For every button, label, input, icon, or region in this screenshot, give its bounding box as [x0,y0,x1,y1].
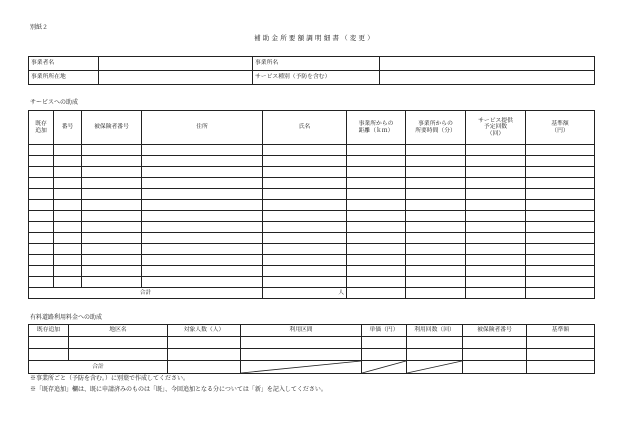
service-cell[interactable] [466,277,526,288]
service-cell[interactable] [347,222,406,233]
header-base-amount: 基準額 （円） [526,111,595,145]
service-cell[interactable] [142,277,263,288]
service-cell[interactable] [406,233,466,244]
toll-cell[interactable] [463,349,527,361]
toll-total-target [168,361,241,374]
service-row [29,211,595,222]
service-total-label: 合計 [29,288,263,299]
service-cell[interactable] [29,200,54,211]
toll-header-insured-number: 被保険者番号 [463,325,527,337]
service-cell[interactable] [406,145,466,156]
service-total-amount [526,288,595,299]
service-cell[interactable] [82,222,142,233]
service-cell[interactable] [29,222,54,233]
service-cell[interactable] [263,244,347,255]
service-cell[interactable] [82,277,142,288]
toll-cell[interactable] [168,337,241,349]
service-cell[interactable] [347,233,406,244]
service-cell[interactable] [406,211,466,222]
service-cell[interactable] [263,266,347,277]
toll-header-unit-price: 単価（円） [362,325,407,337]
service-cell[interactable] [263,211,347,222]
toll-cell[interactable] [241,337,362,349]
service-cell[interactable] [263,255,347,266]
service-cell[interactable] [406,200,466,211]
service-cell[interactable] [82,255,142,266]
service-total-persons: 人 [263,288,347,299]
service-cell[interactable] [142,222,263,233]
toll-total-amount [527,361,595,374]
service-cell[interactable] [82,233,142,244]
service-cell[interactable] [466,222,526,233]
toll-cell[interactable] [69,337,168,349]
service-cell[interactable] [54,200,82,211]
service-cell[interactable] [54,222,82,233]
service-cell[interactable] [142,244,263,255]
service-row [29,178,595,189]
service-row [29,200,595,211]
service-cell[interactable] [29,211,54,222]
service-cell[interactable] [347,255,406,266]
toll-header-target-count: 対象人数（人） [168,325,241,337]
office-name-field[interactable] [380,57,595,71]
service-cell[interactable] [29,145,54,156]
service-cell[interactable] [466,178,526,189]
service-cell[interactable] [466,189,526,200]
toll-cell[interactable] [241,349,362,361]
service-cell[interactable] [29,266,54,277]
service-cell[interactable] [82,189,142,200]
service-cell[interactable] [406,255,466,266]
service-cell[interactable] [466,156,526,167]
service-type-field[interactable] [380,71,595,85]
service-cell[interactable] [526,178,595,189]
service-cell[interactable] [142,233,263,244]
toll-cell[interactable] [407,337,463,349]
service-cell[interactable] [347,178,406,189]
service-cell[interactable] [263,189,347,200]
office-address-label: 事業所所在地 [29,71,99,85]
service-cell[interactable] [406,189,466,200]
service-cell[interactable] [29,244,54,255]
toll-total-usage-count-slash [407,361,463,374]
toll-cell[interactable] [362,337,407,349]
service-cell[interactable] [54,145,82,156]
service-cell[interactable] [29,167,54,178]
service-cell[interactable] [347,244,406,255]
header-time: 事業所からの 所要時間（分） [406,111,466,145]
service-cell[interactable] [29,255,54,266]
service-cell[interactable] [142,255,263,266]
business-name-label: 事業者名 [29,57,99,71]
service-cell[interactable] [347,156,406,167]
service-cell[interactable] [347,167,406,178]
service-cell[interactable] [263,233,347,244]
service-cell[interactable] [406,178,466,189]
service-cell[interactable] [54,255,82,266]
toll-section-heading: 有料道路利用料金への助成 [30,314,103,321]
service-cell[interactable] [54,211,82,222]
header-distance: 事業所からの 距離（ｋｍ） [347,111,406,145]
service-cell[interactable] [347,266,406,277]
service-type-label: サービス種別（予防を含む） [253,71,380,85]
service-cell[interactable] [29,156,54,167]
service-cell[interactable] [526,266,595,277]
toll-cell[interactable] [527,349,595,361]
service-section-heading: サービスへの助成 [30,99,79,106]
service-cell[interactable] [347,277,406,288]
service-cell[interactable] [526,211,595,222]
service-cell[interactable] [142,145,263,156]
service-cell[interactable] [29,233,54,244]
service-cell[interactable] [142,156,263,167]
service-cell[interactable] [406,277,466,288]
service-cell[interactable] [263,167,347,178]
service-cell[interactable] [82,244,142,255]
service-total-time [406,288,466,299]
service-cell[interactable] [82,211,142,222]
service-cell[interactable] [54,156,82,167]
office-name-label: 事業所名 [253,57,380,71]
toll-header-area-name: 地区名 [69,325,168,337]
toll-total-usage-section-slash [241,361,362,374]
toll-total-label: 合計 [29,361,168,374]
note-1: ※事業所ごと（予防を含む。）に別葉で作成してください。 [30,375,190,382]
service-cell[interactable] [263,277,347,288]
toll-cell[interactable] [168,349,241,361]
service-row [29,277,595,288]
service-cell[interactable] [29,178,54,189]
service-cell[interactable] [54,266,82,277]
service-row [29,222,595,233]
service-cell[interactable] [526,156,595,167]
header-number: 番号 [54,111,82,145]
service-cell[interactable] [526,277,595,288]
service-cell[interactable] [526,200,595,211]
toll-header-base-amount: 基準額 [527,325,595,337]
service-cell[interactable] [347,145,406,156]
service-cell[interactable] [466,255,526,266]
toll-cell[interactable] [407,349,463,361]
service-cell[interactable] [82,145,142,156]
service-cell[interactable] [54,244,82,255]
service-cell[interactable] [466,200,526,211]
service-cell[interactable] [54,178,82,189]
service-cell[interactable] [347,200,406,211]
service-cell[interactable] [142,266,263,277]
service-cell[interactable] [54,277,82,288]
service-cell[interactable] [263,178,347,189]
office-address-field[interactable] [99,71,253,85]
header-address: 住所 [142,111,263,145]
service-cell[interactable] [142,211,263,222]
toll-header-existing-add: 既存追加 [29,325,69,337]
service-cell[interactable] [466,167,526,178]
toll-cell[interactable] [29,349,69,361]
service-cell[interactable] [406,167,466,178]
service-cell[interactable] [466,211,526,222]
service-row [29,266,595,277]
service-cell[interactable] [82,200,142,211]
service-row [29,167,595,178]
service-row [29,145,595,156]
service-total-count [466,288,526,299]
note-2: ※「既存追加」欄は、既に申請済みのものは「既」、今回追加となる分については「新」を記入してください。 [30,386,327,393]
service-cell[interactable] [263,200,347,211]
toll-total-unit-price-slash [362,361,407,374]
service-cell[interactable] [142,200,263,211]
service-cell[interactable] [406,244,466,255]
service-row [29,233,595,244]
service-total-distance [347,288,406,299]
toll-header-usage-section: 利用区間 [241,325,362,337]
service-cell[interactable] [263,156,347,167]
service-cell[interactable] [82,156,142,167]
service-cell[interactable] [29,277,54,288]
service-cell[interactable] [466,266,526,277]
service-cell[interactable] [142,189,263,200]
service-cell[interactable] [347,211,406,222]
header-name: 氏名 [263,111,347,145]
service-cell[interactable] [526,255,595,266]
business-name-field[interactable] [99,57,253,71]
service-cell[interactable] [526,244,595,255]
service-cell[interactable] [406,266,466,277]
service-cell[interactable] [406,222,466,233]
service-cell[interactable] [406,156,466,167]
attachment-label: 別紙２ [30,24,49,31]
toll-cell[interactable] [69,349,168,361]
toll-cell[interactable] [362,349,407,361]
service-cell[interactable] [347,189,406,200]
service-cell[interactable] [82,266,142,277]
toll-cell[interactable] [463,337,527,349]
service-row [29,244,595,255]
service-cell[interactable] [82,178,142,189]
service-cell[interactable] [54,167,82,178]
service-cell[interactable] [54,189,82,200]
service-cell[interactable] [526,167,595,178]
header-existing-add: 既存 追加 [29,111,54,145]
toll-table [28,324,595,374]
service-row [29,255,595,266]
service-cell[interactable] [82,167,142,178]
toll-total-insured [463,361,527,374]
header-insured-number: 被保険者番号 [82,111,142,145]
service-row [29,156,595,167]
service-cell[interactable] [526,145,595,156]
page-title: 補助金所要額調明細書（変更） [254,34,376,42]
service-cell[interactable] [142,167,263,178]
service-cell[interactable] [526,189,595,200]
toll-cell[interactable] [29,337,69,349]
service-cell[interactable] [263,222,347,233]
header-planned-count: サービス提供 予定回数 （回） [466,111,526,145]
service-row [29,189,595,200]
service-cell[interactable] [466,145,526,156]
service-cell[interactable] [54,233,82,244]
service-cell[interactable] [466,233,526,244]
service-table [28,110,595,299]
toll-cell[interactable] [527,337,595,349]
service-cell[interactable] [526,222,595,233]
service-cell[interactable] [142,178,263,189]
service-cell[interactable] [466,244,526,255]
service-cell[interactable] [526,233,595,244]
info-table [28,56,595,85]
service-cell[interactable] [29,189,54,200]
toll-header-usage-count: 利用回数（回） [407,325,463,337]
service-cell[interactable] [263,145,347,156]
